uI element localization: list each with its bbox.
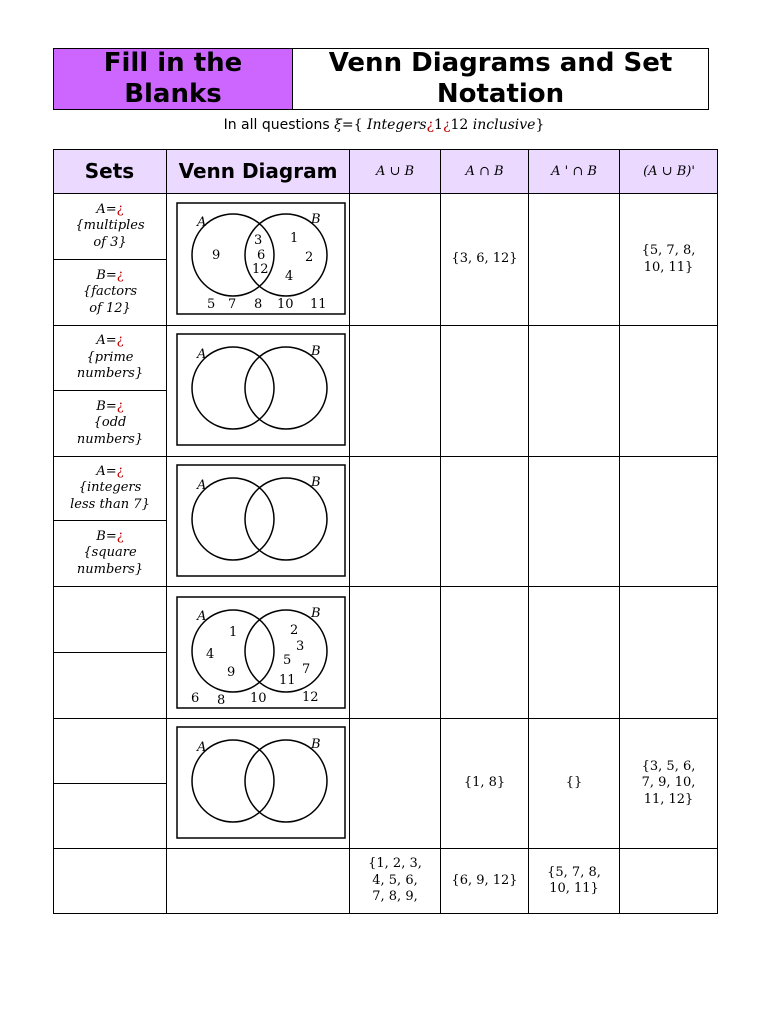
answer-line: {3, 5, 6,	[641, 758, 696, 774]
universal-inclusive: inclusive	[472, 117, 536, 133]
answer-complement-intersection: {}	[565, 775, 583, 791]
answer-union-complement	[620, 719, 717, 848]
xi-symbol: ξ=	[334, 117, 354, 133]
venn-diagram	[176, 333, 346, 446]
label-b: B	[311, 606, 321, 621]
column-header-sets: Sets	[53, 149, 166, 193]
venn-diagram	[176, 726, 346, 839]
glyph: ¿	[116, 463, 124, 479]
set-rule: {factors	[82, 284, 138, 300]
set-definition-b	[54, 391, 166, 456]
grid-line	[717, 149, 718, 914]
label-b: B	[311, 212, 321, 227]
set-rule: numbers}	[76, 431, 144, 447]
universal-start: 1	[434, 117, 443, 133]
title-line: Blanks	[124, 79, 222, 109]
glyph: ¿	[426, 117, 435, 133]
answer-intersection: {6, 9, 12}	[451, 872, 518, 888]
element: 11	[310, 297, 327, 312]
element: 5	[207, 297, 216, 312]
answer-line: {1, 2, 3,	[368, 856, 422, 872]
grid-line	[53, 913, 718, 914]
grid-line	[166, 149, 167, 914]
set-name: B=	[96, 398, 117, 414]
grid-line	[349, 149, 350, 914]
grid-line	[53, 652, 166, 653]
set-name: A=	[96, 333, 117, 349]
element: 7	[228, 297, 237, 312]
label-a: A	[197, 609, 207, 624]
element: 12	[302, 690, 319, 705]
element: 5	[283, 653, 292, 668]
label-a: A	[197, 347, 207, 362]
set-definition-b	[54, 521, 166, 586]
universal-end: 12	[450, 117, 469, 133]
set-rule: numbers}	[76, 561, 144, 577]
label-a: A	[197, 478, 207, 493]
circle-b	[245, 740, 327, 822]
worksheet-title	[293, 49, 708, 109]
glyph: ¿	[116, 333, 124, 349]
glyph: ¿	[116, 398, 124, 414]
element: 4	[285, 269, 294, 284]
answer-intersection: {1, 8}	[463, 775, 506, 791]
universal-word: Integers	[366, 117, 427, 133]
glyph: ¿	[116, 201, 124, 217]
brace-open: {	[353, 117, 363, 133]
answer-line: 7, 9, 10,	[641, 775, 696, 791]
answer-complement-intersection	[529, 849, 619, 913]
set-rule: {square	[83, 545, 137, 561]
set-rule: {multiples	[75, 218, 145, 234]
set-rule: of 3}	[93, 234, 127, 250]
answer-line: 11, 12}	[643, 791, 694, 807]
set-definition-a	[54, 194, 166, 259]
set-rule: {odd	[93, 415, 127, 431]
brace-close: }	[535, 117, 545, 133]
label-b: B	[311, 344, 321, 359]
circle-b	[245, 478, 327, 560]
worksheet-header	[53, 48, 709, 110]
universal-set-statement	[0, 117, 768, 133]
element: 2	[290, 623, 299, 638]
grid-line	[53, 586, 718, 587]
element: 8	[254, 297, 263, 312]
set-definition-b	[54, 260, 166, 325]
element: 1	[290, 231, 299, 246]
element: 10	[250, 691, 267, 706]
answer-line: 10, 11}	[643, 259, 694, 275]
element: 12	[252, 262, 269, 277]
answer-union	[350, 849, 440, 913]
label-a: A	[197, 740, 207, 755]
title-line: Notation	[436, 79, 565, 109]
element: 3	[254, 233, 263, 248]
venn-table	[53, 149, 718, 914]
column-header-union: A ∪ B	[350, 149, 440, 193]
label-b: B	[311, 475, 321, 490]
set-rule: {prime	[86, 349, 134, 365]
set-rule: numbers}	[76, 366, 144, 382]
column-header-complement-intersection: A ' ∩ B	[529, 149, 619, 193]
column-header-union-complement: (A ∪ B)'	[620, 149, 718, 193]
column-header-intersection: A ∩ B	[441, 149, 528, 193]
set-definition-a	[54, 326, 166, 390]
grid-line	[53, 149, 718, 150]
set-name: B=	[96, 267, 117, 283]
universal-prefix: In all questions	[223, 117, 330, 133]
answer-line: {5, 7, 8,	[641, 243, 696, 258]
fill-in-blanks-title	[54, 49, 293, 109]
title-line: Fill in the	[103, 48, 243, 78]
label-b: B	[311, 737, 321, 752]
element: 4	[206, 647, 215, 662]
glyph: ¿	[442, 117, 451, 133]
set-rule: less than 7}	[70, 496, 150, 512]
set-name: B=	[96, 528, 117, 544]
element: 8	[217, 693, 226, 708]
element: 7	[302, 662, 311, 677]
element: 2	[305, 250, 314, 265]
venn-diagram	[176, 464, 346, 577]
answer-line: 7, 8, 9,	[372, 889, 418, 905]
column-header-venn: Venn Diagram	[167, 149, 349, 193]
element: 6	[257, 248, 266, 263]
set-name: A=	[96, 463, 117, 479]
answer-line: 4, 5, 6,	[372, 872, 418, 888]
venn-diagram	[176, 202, 346, 315]
title-line: Venn Diagrams and Set	[328, 48, 673, 78]
element: 10	[277, 297, 294, 312]
circle-b	[245, 347, 327, 429]
set-definition-a	[54, 457, 166, 520]
element: 3	[296, 639, 305, 654]
label-a: A	[197, 215, 207, 230]
answer-line: {5, 7, 8,	[547, 864, 601, 880]
glyph: ¿	[116, 267, 124, 283]
element: 1	[229, 625, 238, 640]
venn-diagram	[176, 596, 346, 709]
element: 11	[279, 673, 296, 688]
element: 6	[191, 691, 200, 706]
element: 9	[227, 665, 236, 680]
answer-union-complement	[620, 194, 717, 325]
set-rule: of 12}	[89, 300, 131, 316]
element: 9	[212, 248, 221, 263]
grid-line	[53, 783, 166, 784]
set-name: A=	[96, 201, 117, 217]
answer-intersection: {3, 6, 12}	[451, 251, 518, 267]
glyph: ¿	[116, 528, 124, 544]
set-rule: {integers	[78, 480, 142, 496]
answer-line: 10, 11}	[549, 881, 599, 896]
